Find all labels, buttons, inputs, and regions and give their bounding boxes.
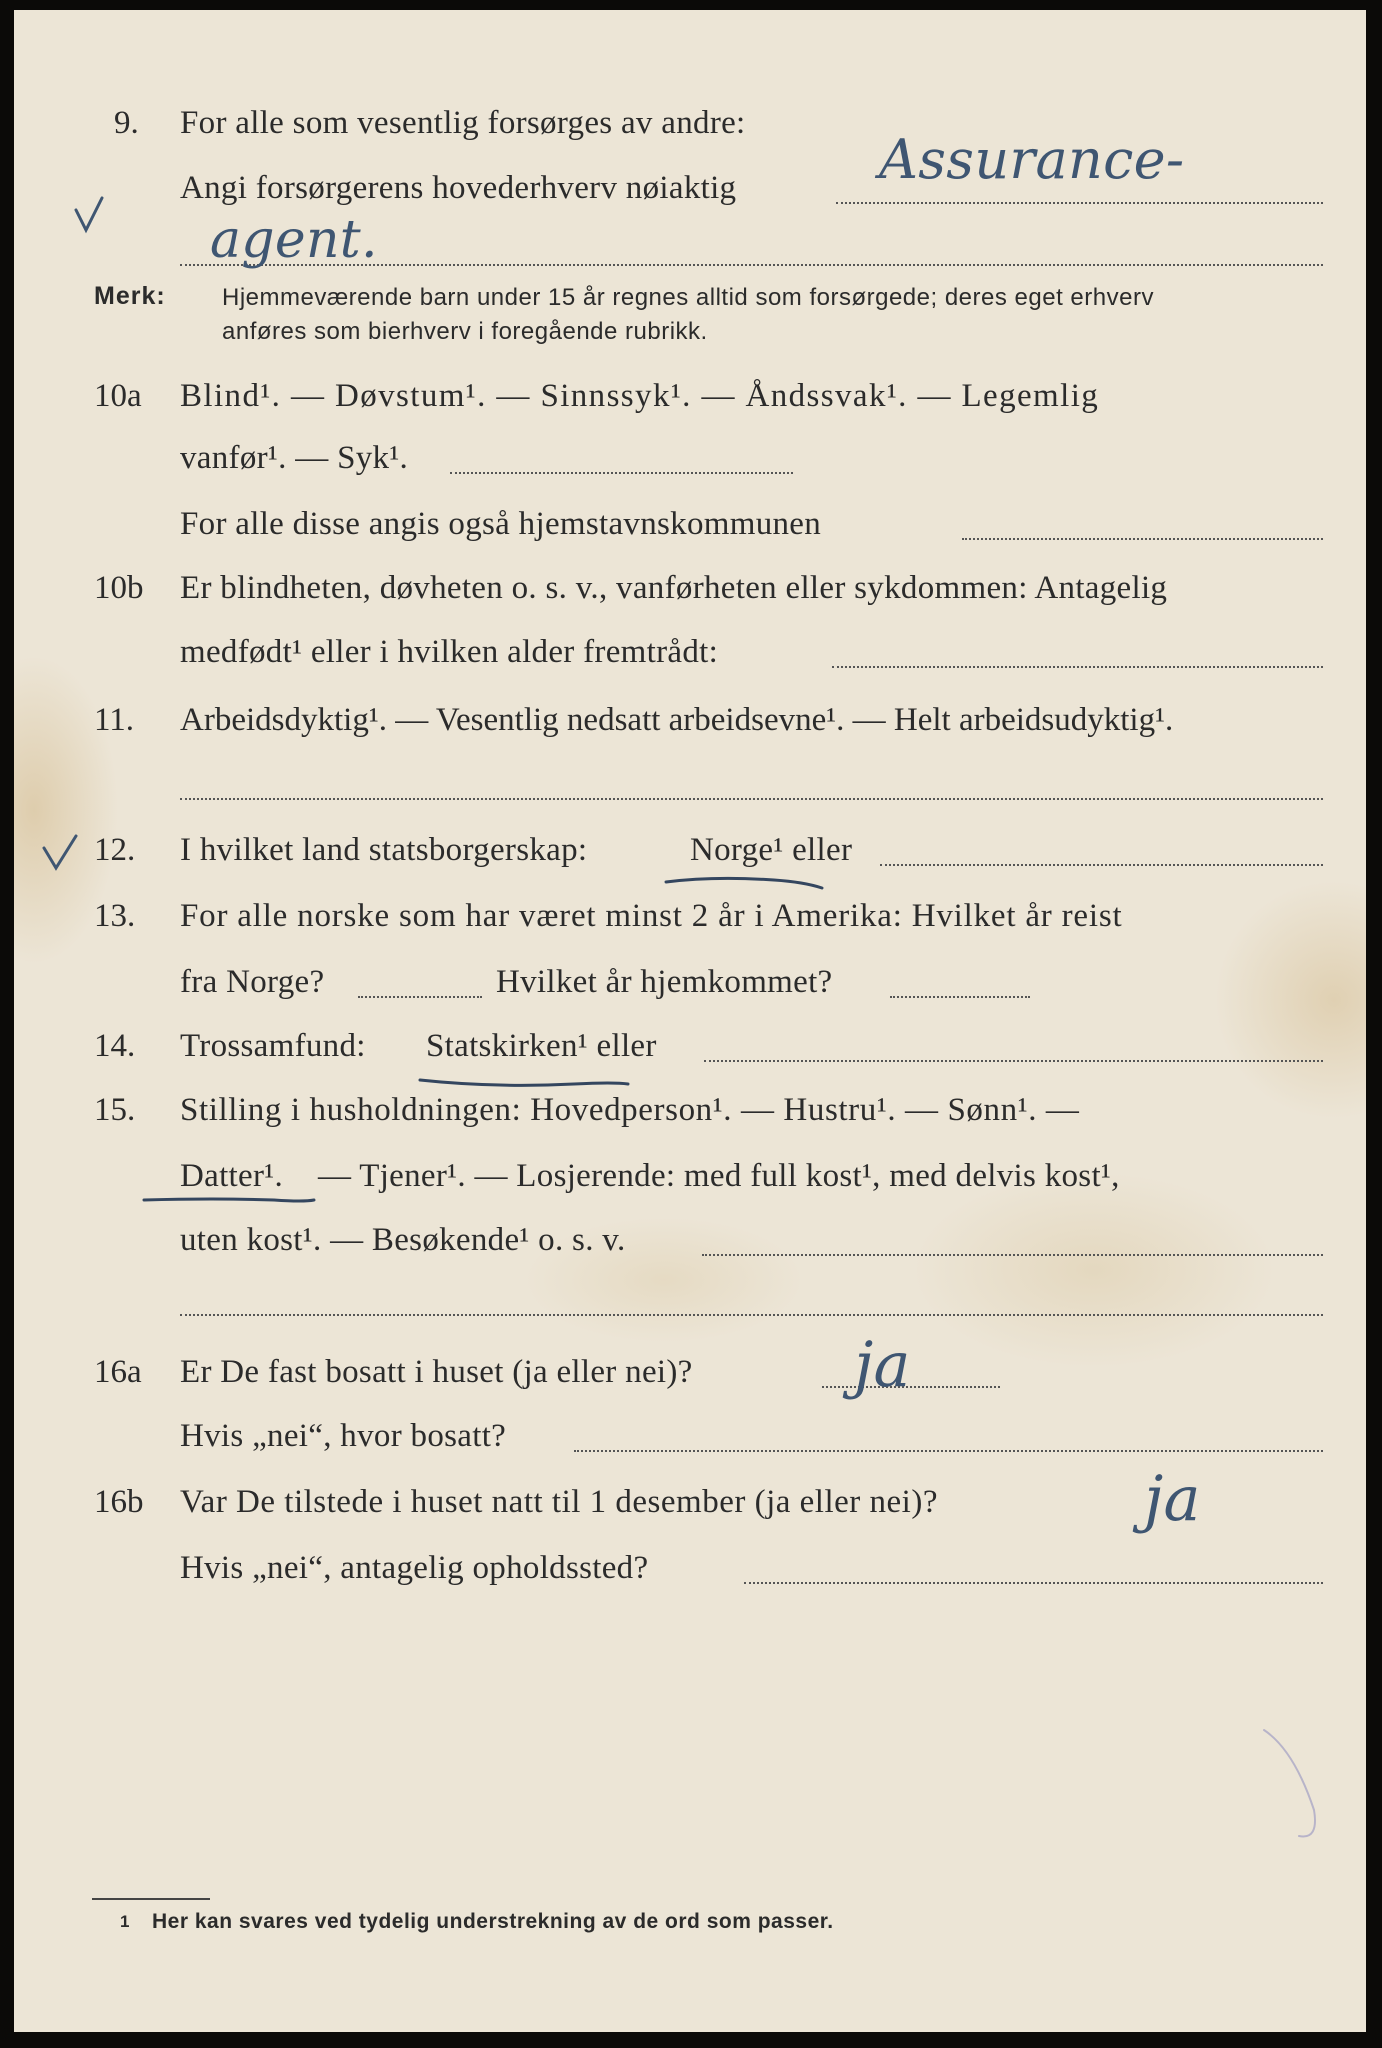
q10b-line2: medfødt¹ eller i hvilken alder fremtrådt: <box>180 634 719 670</box>
q15-line1: Stilling i husholdningen: Hovedperson¹. — Hustru¹. — Sønn¹. — <box>180 1092 1080 1128</box>
q10b-line1: Er blindheten, døvheten o. s. v., vanførheten eller sykdommen: Antagelig <box>180 570 1168 606</box>
q11-number: 11. <box>94 702 135 738</box>
q10a-number: 10a <box>94 378 142 414</box>
footnote-mark: 1 <box>120 1912 130 1931</box>
footnote-text: Her kan svares ved tydelig understrekning av de ord som passer. <box>152 1910 834 1933</box>
q16a-number: 16a <box>94 1354 142 1390</box>
merk-line2: anføres som bierhverv i foregående rubrikk. <box>222 318 708 345</box>
q11-line1: Arbeidsdyktig¹. — Vesentlig nedsatt arbeidsevne¹. — Helt arbeidsudyktig¹. <box>180 702 1174 738</box>
q13-line1: For alle norske som har været minst 2 år i Amerika: Hvilket år reist <box>180 898 1123 934</box>
q9-answer-handwritten-cont: agent. <box>210 210 378 270</box>
q14-text: Trossamfund: <box>180 1028 366 1064</box>
q16a-answer-handwritten: ja <box>854 1328 911 1401</box>
q15-line3: uten kost¹. — Besøkende¹ o. s. v. <box>180 1222 626 1258</box>
q15-line2b: — Tjener¹. — Losjerende: med full kost¹, med delvis kost¹, <box>318 1158 1120 1194</box>
q10a-line2: vanfør¹. — Syk¹. <box>180 440 409 476</box>
q10a-line1: Blind¹. — Døvstum¹. — Sinnssyk¹. — Åndssvak¹. — Legemlig <box>180 378 1100 414</box>
q12-check-mark-icon <box>44 836 76 868</box>
norge-underline <box>666 878 822 888</box>
q13-line2b: Hvilket år hjemkommet? <box>496 964 833 1000</box>
q13-line2a: fra Norge? <box>180 964 325 1000</box>
q12-text: I hvilket land statsborgerskap: <box>180 832 588 868</box>
faint-pencil-mark <box>1264 1730 1315 1836</box>
q12-number: 12. <box>94 832 136 868</box>
q9-line2: Angi forsørgerens hovederhverv nøiaktig <box>180 170 737 206</box>
q9-check-mark-icon <box>76 198 102 230</box>
q16b-answer-handwritten: ja <box>1144 1462 1201 1535</box>
q12-option: Norge¹ eller <box>690 832 853 868</box>
q13-number: 13. <box>94 898 136 934</box>
q14-number: 14. <box>94 1028 136 1064</box>
handwritten-marks <box>14 10 1366 2032</box>
q15-line2a: Datter¹. <box>180 1158 283 1194</box>
q9-answer-handwritten: Assurance- <box>879 128 1185 191</box>
q16a-line2: Hvis „nei“, hvor bosatt? <box>180 1418 507 1454</box>
merk-label: Merk: <box>94 282 166 310</box>
q14-option: Statskirken¹ eller <box>426 1028 657 1064</box>
q16b-line1: Var De tilstede i huset natt til 1 desember (ja eller nei)? <box>180 1484 938 1520</box>
census-form-page <box>14 10 1366 2032</box>
q15-number: 15. <box>94 1092 136 1128</box>
q10b-number: 10b <box>94 570 144 606</box>
q16a-line1: Er De fast bosatt i huset (ja eller nei)? <box>180 1354 693 1390</box>
merk-line1: Hjemmeværende barn under 15 år regnes alltid som forsørgede; deres eget erhverv <box>222 284 1154 311</box>
q16b-number: 16b <box>94 1484 144 1520</box>
q10a-line3: For alle disse angis også hjemstavnskommunen <box>180 506 822 542</box>
q9-line1: For alle som vesentlig forsørges av andre: <box>180 105 746 141</box>
statskirken-underline <box>420 1080 628 1085</box>
q9-number: 9. <box>114 105 139 141</box>
q16b-line2: Hvis „nei“, antagelig opholdssted? <box>180 1550 649 1586</box>
datter-underline <box>144 1199 314 1201</box>
